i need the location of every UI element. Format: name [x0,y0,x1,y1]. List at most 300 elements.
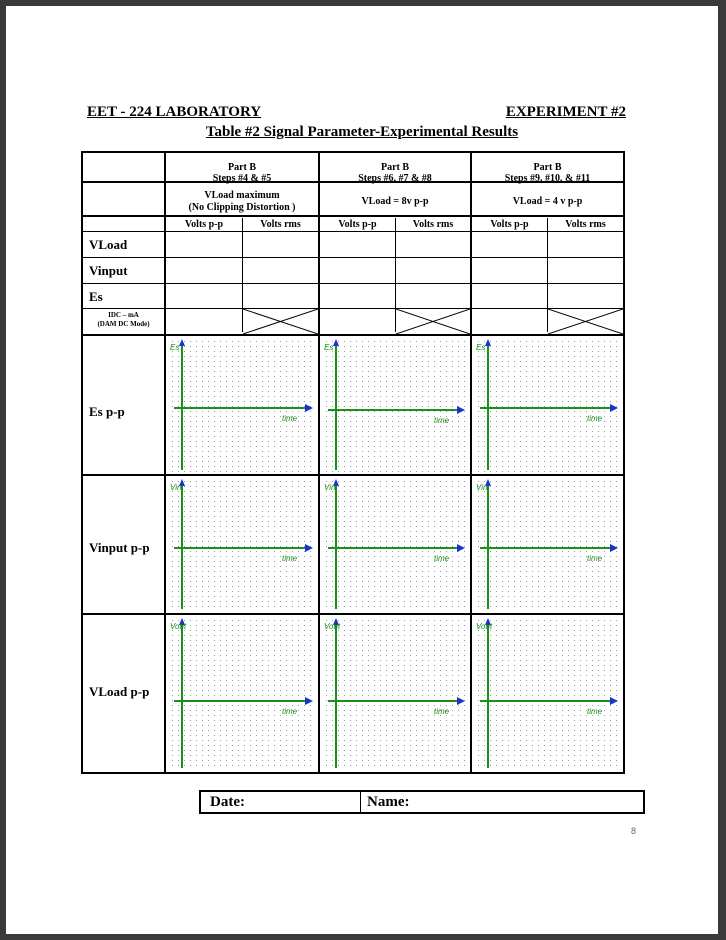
grid-dot [514,411,515,412]
grid-dot [298,351,299,352]
grid-dot [392,551,393,552]
grid-dot [196,386,197,387]
grid-dot [350,446,351,447]
grid-dot [244,431,245,432]
grid-dot [562,391,563,392]
grid-dot [478,501,479,502]
grid-dot [416,581,417,582]
grid-dot [226,341,227,342]
grid-dot [368,601,369,602]
grid-dot [214,730,215,731]
grid-dot [598,366,599,367]
grid-dot [362,526,363,527]
grid-dot [310,466,311,467]
grid-dot [172,541,173,542]
grid-dot [502,606,503,607]
grid-dot [550,371,551,372]
grid-dot [250,725,251,726]
grid-dot [344,541,345,542]
grid-dot [556,491,557,492]
grid-dot [410,531,411,532]
grid-dot [184,645,185,646]
grid-dot [464,581,465,582]
grid-dot [446,356,447,357]
grid-dot [244,680,245,681]
grid-dot [196,361,197,362]
grid-dot [368,516,369,517]
grid-dot [422,386,423,387]
grid-dot [374,531,375,532]
grid-dot [526,431,527,432]
grid-dot [220,431,221,432]
grid-dot [338,486,339,487]
grid-dot [550,576,551,577]
grid-dot [220,650,221,651]
grid-dot [356,351,357,352]
grid-dot [344,745,345,746]
grid-dot [178,675,179,676]
grid-dot [350,665,351,666]
grid-dot [202,526,203,527]
grid-dot [232,381,233,382]
grid-dot [610,566,611,567]
grid-dot [428,391,429,392]
grid-dot [184,396,185,397]
grid-dot [338,740,339,741]
grid-dot [532,396,533,397]
grid-dot [404,446,405,447]
grid-dot [184,730,185,731]
grid-dot [304,406,305,407]
grid-dot [446,391,447,392]
grid-dot [464,426,465,427]
grid-dot [508,416,509,417]
grid-dot [184,710,185,711]
grid-dot [616,481,617,482]
grid-dot [332,526,333,527]
grid-dot [310,685,311,686]
grid-dot [256,511,257,512]
grid-dot [398,620,399,621]
grid-dot [178,411,179,412]
grid-dot [374,386,375,387]
grid-dot [332,655,333,656]
grid-dot [208,561,209,562]
grid-dot [592,441,593,442]
grid-dot [478,506,479,507]
grid-dot [250,471,251,472]
grid-dot [416,456,417,457]
grid-dot [580,521,581,522]
grid-dot [304,650,305,651]
grid-dot [202,431,203,432]
grid-dot [598,436,599,437]
grid-dot [172,710,173,711]
grid-dot [604,516,605,517]
grid-dot [404,566,405,567]
grid-dot [178,471,179,472]
grid-dot [368,491,369,492]
grid-dot [404,606,405,607]
grid-dot [280,371,281,372]
grid-dot [172,536,173,537]
grid-dot [232,690,233,691]
grid-dot [196,551,197,552]
grid-dot [616,496,617,497]
grid-dot [238,606,239,607]
grid-dot [338,745,339,746]
grid-dot [178,356,179,357]
grid-dot [610,456,611,457]
grid-dot [326,471,327,472]
grid-dot [280,521,281,522]
grid-dot [532,606,533,607]
grid-dot [172,720,173,721]
grid-dot [362,351,363,352]
grid-dot [326,685,327,686]
grid-dot [538,466,539,467]
grid-dot [268,501,269,502]
col3-condition: VLoad = 4 v p-p [512,196,583,207]
grid-dot [238,371,239,372]
grid-dot [356,620,357,621]
grid-dot [226,561,227,562]
grid-dot [274,660,275,661]
grid-dot [356,705,357,706]
grid-dot [238,715,239,716]
grid-dot [326,426,327,427]
grid-dot [190,735,191,736]
grid-dot [356,715,357,716]
grid-dot [338,531,339,532]
grid-dot [368,765,369,766]
grid-dot [574,546,575,547]
grid-dot [250,346,251,347]
grid-dot [604,531,605,532]
grid-dot [338,351,339,352]
grid-dot [172,606,173,607]
grid-dot [184,421,185,422]
grid-dot [256,441,257,442]
grid-dot [332,635,333,636]
grid-dot [350,421,351,422]
grid-dot [362,715,363,716]
grid-dot [532,386,533,387]
grid-dot [214,466,215,467]
grid-dot [226,715,227,716]
grid-dot [274,391,275,392]
grid-dot [610,531,611,532]
grid-dot [274,486,275,487]
grid-dot [196,346,197,347]
grid-dot [410,441,411,442]
grid-dot [410,471,411,472]
grid-dot [374,551,375,552]
grid-dot [532,341,533,342]
grid-dot [250,566,251,567]
grid-dot [478,591,479,592]
grid-dot [440,401,441,402]
grid-dot [274,411,275,412]
grid-dot [502,466,503,467]
grid-dot [434,341,435,342]
grid-dot [280,705,281,706]
grid-dot [464,461,465,462]
grid-dot [244,541,245,542]
grid-dot [178,556,179,557]
grid-dot [292,441,293,442]
grid-dot [256,491,257,492]
grid-dot [256,596,257,597]
grid-dot [458,356,459,357]
grid-dot [220,760,221,761]
grid-dot [362,571,363,572]
grid-dot [184,596,185,597]
grid-dot [604,341,605,342]
grid-dot [362,601,363,602]
grid-dot [502,516,503,517]
grid-dot [244,516,245,517]
grid-dot [244,566,245,567]
grid-dot [568,576,569,577]
grid-dot [502,511,503,512]
grid-dot [280,695,281,696]
grid-dot [208,720,209,721]
grid-dot [362,501,363,502]
grid-dot [202,571,203,572]
grid-dot [398,690,399,691]
grid-dot [262,665,263,666]
grid-dot [514,491,515,492]
grid-dot [250,401,251,402]
grid-dot [184,680,185,681]
grid-dot [580,486,581,487]
grid-dot [604,581,605,582]
grid-dot [338,685,339,686]
grid-dot [286,481,287,482]
grid-dot [208,591,209,592]
grid-dot [380,536,381,537]
grid-dot [310,650,311,651]
grid-dot [446,461,447,462]
grid-dot [446,526,447,527]
grid-dot [538,571,539,572]
grid-dot [310,735,311,736]
grid-dot [304,521,305,522]
grid-dot [386,411,387,412]
grid-dot [392,351,393,352]
grid-dot [214,755,215,756]
grid-dot [598,581,599,582]
grid-dot [434,441,435,442]
grid-dot [256,551,257,552]
grid-dot [574,491,575,492]
grid-dot [214,501,215,502]
grid-dot [298,640,299,641]
grid-dot [616,421,617,422]
grid-dot [338,715,339,716]
grid-dot [268,586,269,587]
grid-dot [550,591,551,592]
grid-dot [286,655,287,656]
grid-dot [344,576,345,577]
grid-dot [538,416,539,417]
grid-dot [356,556,357,557]
grid-dot [580,501,581,502]
grid-dot [446,511,447,512]
grid-dot [562,506,563,507]
grid-dot [280,536,281,537]
grid-dot [332,640,333,641]
grid-dot [262,411,263,412]
grid-dot [604,486,605,487]
grid-dot [344,655,345,656]
grid-dot [232,546,233,547]
grid-dot [368,680,369,681]
grid-dot [440,541,441,542]
grid-dot [544,441,545,442]
grid-dot [280,740,281,741]
grid-dot [256,521,257,522]
grid-dot [604,596,605,597]
grid-dot [274,650,275,651]
grid-dot [292,735,293,736]
grid-dot [190,481,191,482]
grid-dot [490,396,491,397]
grid-dot [416,466,417,467]
grid-dot [286,730,287,731]
grid-dot [332,645,333,646]
grid-dot [214,471,215,472]
grid-dot [550,551,551,552]
grid-dot [356,511,357,512]
grid-dot [244,381,245,382]
grid-dot [368,536,369,537]
grid-dot [514,531,515,532]
grid-dot [172,620,173,621]
grid-dot [226,720,227,721]
grid-dot [446,591,447,592]
grid-dot [452,581,453,582]
grid-dot [256,655,257,656]
grid-dot [244,411,245,412]
grid-dot [274,506,275,507]
grid-dot [304,361,305,362]
grid-dot [298,601,299,602]
grid-dot [202,606,203,607]
grid-dot [428,506,429,507]
grid-dot [446,586,447,587]
grid-dot [422,356,423,357]
grid-dot [280,356,281,357]
grid-dot [184,436,185,437]
grid-dot [428,421,429,422]
grid-dot [368,401,369,402]
grid-dot [574,481,575,482]
grid-dot [586,466,587,467]
grid-dot [404,426,405,427]
grid-dot [586,571,587,572]
grid-dot [562,606,563,607]
grid-dot [310,695,311,696]
grid-dot [434,511,435,512]
grid-dot [190,566,191,567]
grid-dot [238,725,239,726]
grid-dot [362,675,363,676]
grid-dot [214,705,215,706]
grid-dot [428,541,429,542]
grid-dot [556,386,557,387]
grid-dot [380,650,381,651]
grid-dot [274,601,275,602]
grid-dot [458,561,459,562]
grid-dot [368,675,369,676]
grid-dot [362,516,363,517]
es-graph-col2 [322,338,468,472]
grid-dot [298,665,299,666]
grid-dot [332,406,333,407]
grid-dot [538,341,539,342]
grid-dot [226,386,227,387]
grid-dot [410,346,411,347]
grid-dot [610,371,611,372]
grid-dot [262,725,263,726]
grid-dot [244,586,245,587]
grid-dot [592,346,593,347]
grid-dot [286,735,287,736]
grid-dot [286,760,287,761]
grid-dot [256,516,257,517]
grid-dot [368,596,369,597]
grid-dot [280,396,281,397]
grid-dot [356,720,357,721]
grid-dot [496,601,497,602]
grid-dot [338,446,339,447]
grid-dot [484,541,485,542]
grid-dot [392,521,393,522]
grid-dot [350,596,351,597]
grid-dot [610,416,611,417]
grid-dot [338,421,339,422]
grid-dot [220,566,221,567]
grid-dot [226,625,227,626]
grid-dot [610,506,611,507]
grid-dot [292,581,293,582]
grid-dot [464,366,465,367]
grid-dot [616,386,617,387]
grid-dot [368,481,369,482]
grid-dot [544,486,545,487]
grid-dot [190,441,191,442]
grid-dot [298,451,299,452]
grid-dot [256,665,257,666]
grid-dot [458,506,459,507]
grid-dot [208,361,209,362]
grid-dot [202,486,203,487]
x-axis-label: time [587,554,603,563]
grid-dot [356,421,357,422]
grid-dot [220,446,221,447]
grid-dot [250,381,251,382]
grid-dot [410,551,411,552]
grid-dot [350,640,351,641]
grid-dot [568,561,569,562]
grid-dot [208,546,209,547]
grid-dot [574,346,575,347]
grid-dot [422,571,423,572]
grid-dot [490,531,491,532]
grid-dot [428,341,429,342]
